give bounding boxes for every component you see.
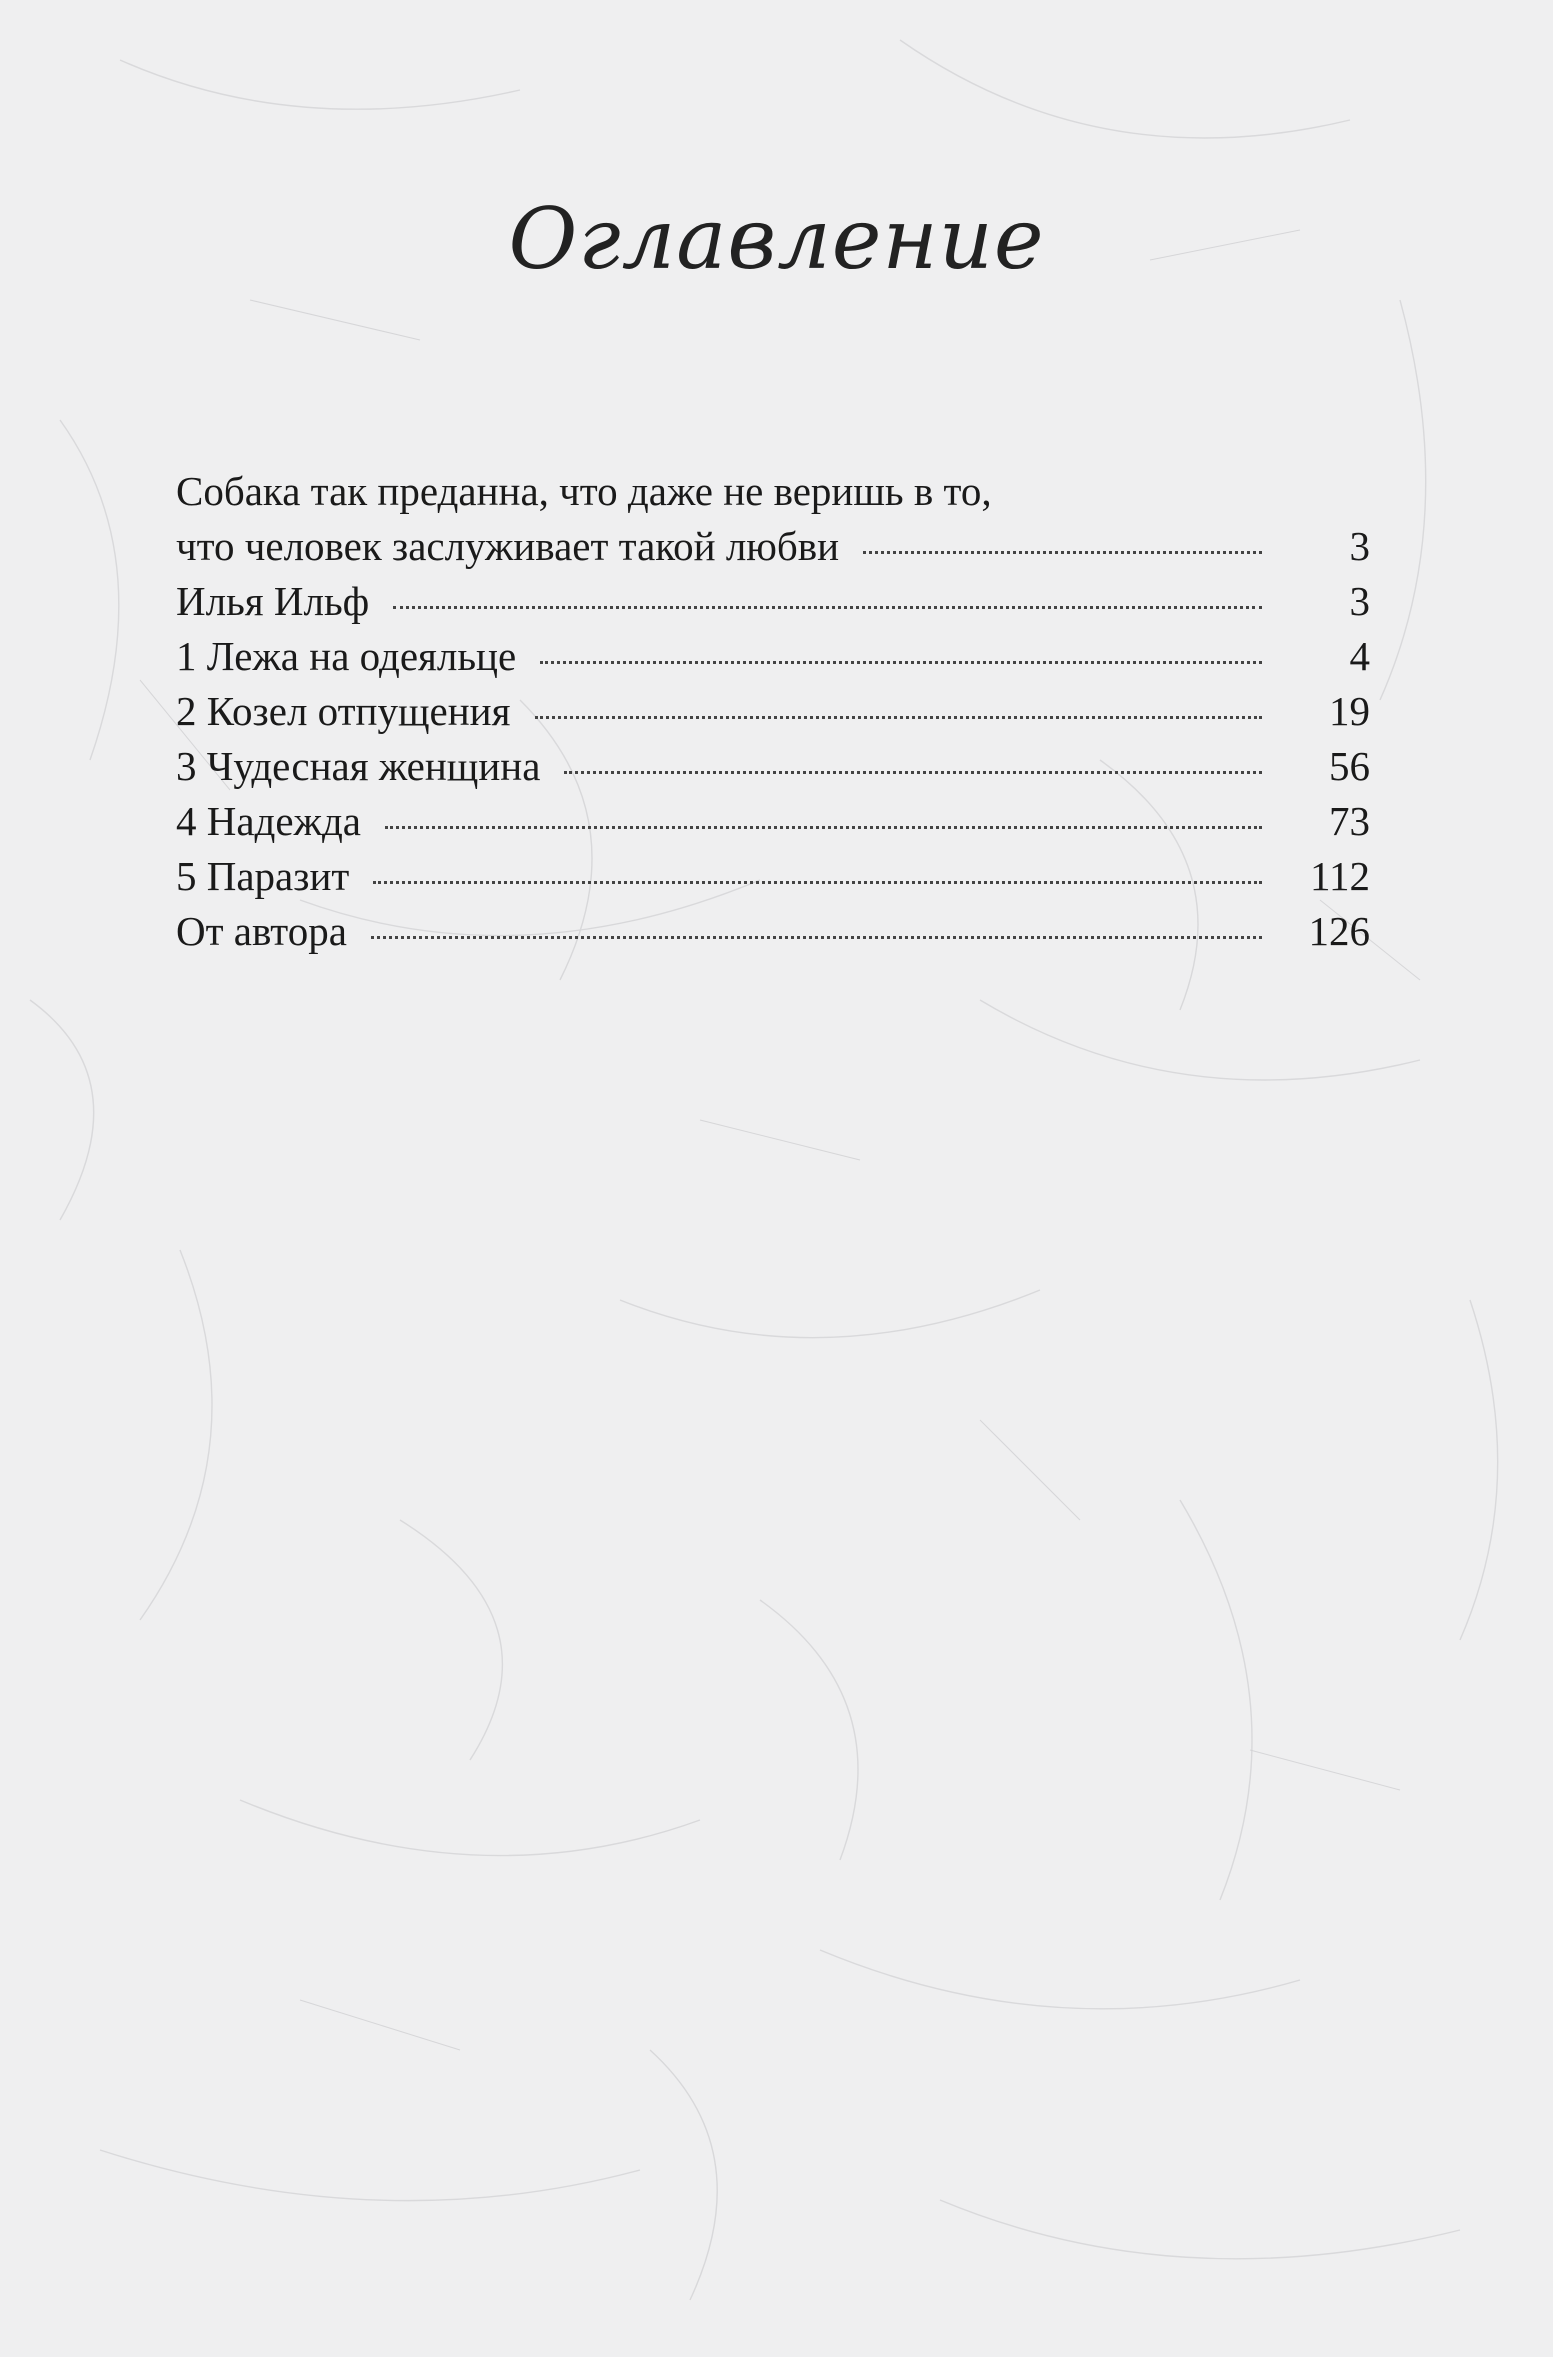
toc-entry-title: 1 Лежа на одеяльце <box>176 633 517 679</box>
toc-entry-page: 4 <box>1349 633 1370 679</box>
toc-entry[interactable] <box>176 519 1370 574</box>
toc-entry[interactable] <box>176 629 1370 684</box>
toc-entry-page: 126 <box>1308 908 1370 954</box>
toc-entry-page: 56 <box>1329 743 1370 789</box>
toc-entry-title: 5 Паразит <box>176 853 350 899</box>
dot-leader <box>863 551 1262 554</box>
dot-leader <box>564 771 1262 774</box>
toc-entry-page: 19 <box>1329 688 1370 734</box>
toc-entry[interactable] <box>176 904 1370 959</box>
toc-entry-title: 4 Надежда <box>176 798 362 844</box>
toc-entry[interactable] <box>176 739 1370 794</box>
table-of-contents <box>176 464 1370 959</box>
dot-leader <box>393 606 1262 609</box>
dot-leader <box>371 936 1262 939</box>
toc-entry-title: что человек заслуживает такой любви <box>176 523 840 569</box>
toc-entry-page: 3 <box>1349 523 1370 569</box>
dot-leader <box>540 661 1262 664</box>
dot-leader <box>373 881 1262 884</box>
toc-entry-line[interactable] <box>176 464 1370 519</box>
toc-entry[interactable] <box>176 574 1370 629</box>
toc-entry[interactable] <box>176 794 1370 849</box>
toc-entry-title-line1: Собака так преданна, что даже не веришь в то, <box>176 468 992 514</box>
dot-leader <box>385 826 1262 829</box>
toc-entry-title: 3 Чудесная женщина <box>176 743 541 789</box>
toc-entry-page: 3 <box>1349 578 1370 624</box>
toc-entry-page: 112 <box>1310 853 1370 899</box>
toc-heading: Оглавление <box>508 190 1045 288</box>
dot-leader <box>535 716 1263 719</box>
toc-entry[interactable] <box>176 849 1370 904</box>
toc-entry[interactable] <box>176 684 1370 739</box>
toc-entry-title: Илья Ильф <box>176 578 370 624</box>
toc-entry-page: 73 <box>1329 798 1370 844</box>
toc-entry-title: 2 Козел отпущения <box>176 688 511 734</box>
toc-entry-title: От автора <box>176 908 347 954</box>
